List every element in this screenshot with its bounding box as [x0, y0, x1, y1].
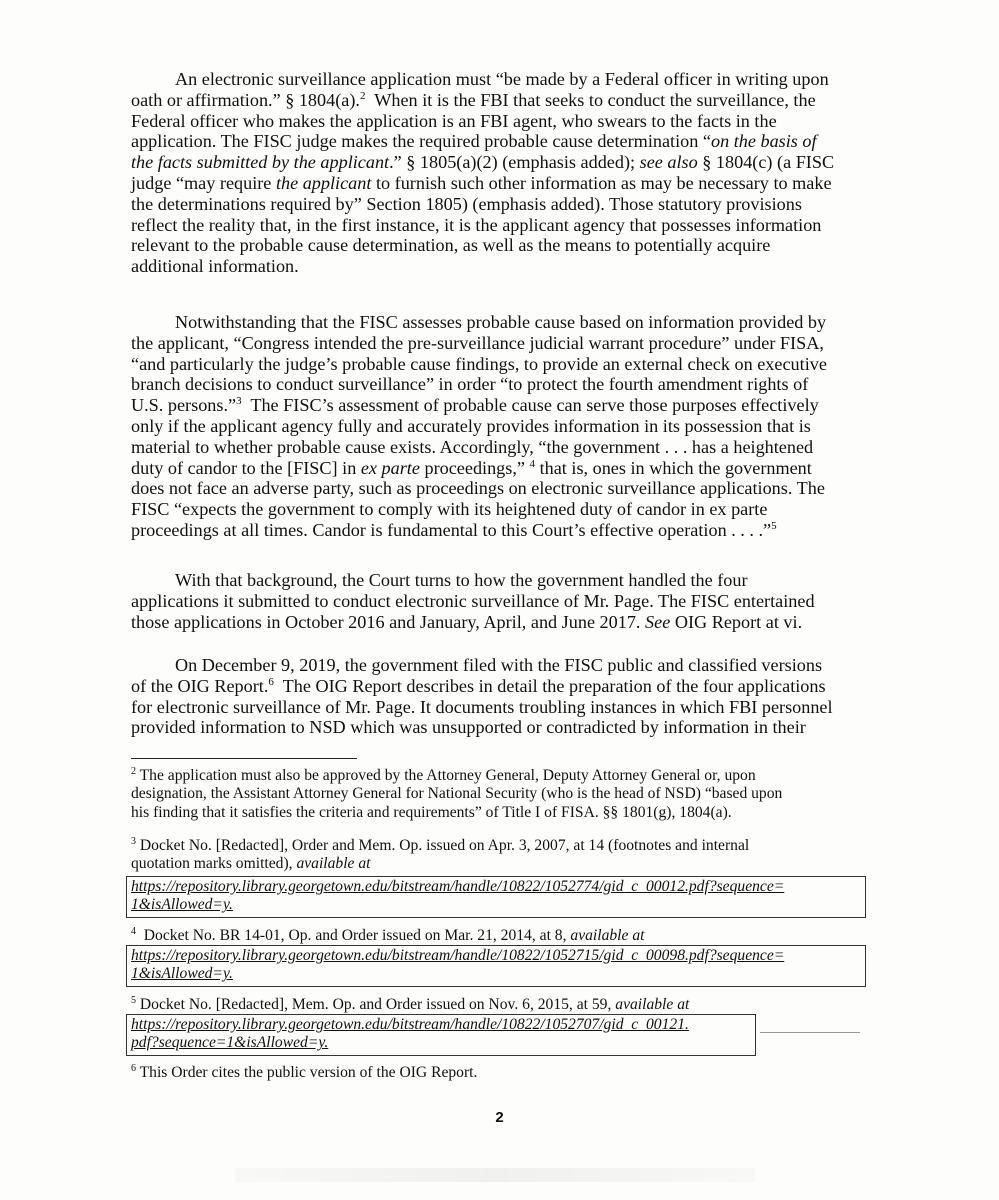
- paragraph-2: Notwithstanding that the FISC assesses probable cause based on information provided by the applicant, “Congress intended the pre-surveillance judicial warrant procedure” under FISA, “and particularly the judge’s probable cause findings, to provide an external check on executive branch decisions to conduct surveillance” in order “to protect the fourth amendment rights of U.S. persons.”$^3$ The FISC’s assessment of probable cause can serve those purposes effectively only if the applicant agency fully and accurately provides information in its possession that is material to whether probable cause exists. Accordingly, “the government . . . has a heightened duty of candor to the [FISC] in ex parte proceedings,” $^4$ that is, ones in which the government does not face an adverse party, such as proceedings on electronic surveillance applications. The FISC “expects the government to comply with its heightened duty of candor in ex parte proceedings at all times. Candor is fundamental to this Court’s effective operation . . . .”$^5$: [131, 312, 827, 540]
- paragraph-4: On December 9, 2019, the government filed with the FISC public and classified versions of the OIG Report.$^6$ The OIG Report describes in detail the preparation of the four applications for electronic surveillance of Mr. Page. It documents troubling instances in which FBI personnel provided information to NSD which was unsupported or contradicted by information in their: [131, 655, 833, 738]
- footnote-separator: [131, 758, 357, 759]
- scan-artifact-line: [760, 1032, 860, 1033]
- footnote-5-link[interactable]: https://repository.library.georgetown.edu/bitstream/handle/10822/1052707/gid_c_00121. pdf?sequence=1&isAllowed=y.: [131, 1016, 689, 1052]
- paragraph-3: With that background, the Court turns to how the government handled the four applications it submitted to conduct electronic surveillance of Mr. Page. The FISC entertained those applications in October 2016 and January, April, and June 2017. See OIG Report at vi.: [131, 570, 815, 632]
- footnote-ref-6: 6: [268, 675, 274, 688]
- paragraph-1: An electronic surveillance application must “be made by a Federal officer in writing upon oath or affirmation.” § 1804(a).$^2$ When it is the FBI that seeks to conduct the surveillance, the Federal officer who makes the application is an FBI agent, who swears to the facts in the application. The FISC judge makes the required probable cause determination “on the basis of the facts submitted by the applicant.” § 1805(a)(2) (emphasis added); see also § 1804(c) (a FISC judge “may require the applicant to furnish such other information as may be necessary to make the determinations required by” Section 1805) (emphasis added). Those statutory provisions reflect the reality that, in the first instance, it is the applicant agency that possesses information relevant to the probable cause determination, as well as the means to potentially acquire additional information.: [131, 69, 835, 277]
- footnote-3-link[interactable]: https://repository.library.georgetown.edu/bitstream/handle/10822/1052774/gid_c_00012.pdf?sequence= 1&isAllowed=y.: [131, 878, 785, 914]
- footnote-4-link[interactable]: https://repository.library.georgetown.edu/bitstream/handle/10822/1052715/gid_c_00098.pdf?sequence= 1&isAllowed=y.: [131, 947, 785, 983]
- footnote-5: $^5$ Docket No. [Redacted], Mem. Op. and Order issued on Nov. 6, 2015, at 59, available at: [131, 995, 690, 1013]
- p1-line-1: An electronic surveillance application must “be made by a Federal officer in writing upon: [175, 69, 829, 89]
- footnote-6: $^6$ This Order cites the public version of the OIG Report.: [131, 1063, 478, 1081]
- footnote-4: $^4$ Docket No. BR 14-01, Op. and Order issued on Mar. 21, 2014, at 8, available at: [131, 926, 645, 944]
- footnote-3: $^3$ Docket No. [Redacted], Order and Mem. Op. issued on Apr. 3, 2007, at 14 (footnotes and internal quotation marks omitted), available at: [131, 836, 750, 873]
- footnote-2: $^2$ The application must also be approved by the Attorney General, Deputy Attorney General or, upon designation, the Assistant Attorney General for National Security (who is the head of NSD) “based upon his finding that it satisfies the criteria and requirements” of Title I of FISA. §§ 1801(g), 1804(a).: [131, 766, 783, 821]
- footnote-ref-2: 2: [359, 89, 366, 102]
- footnote-ref-4: 4: [529, 457, 536, 470]
- page-number: 2: [495, 1109, 504, 1126]
- footnote-ref-3: 3: [236, 395, 242, 408]
- scan-artifact-smudge: [235, 1168, 755, 1182]
- footnote-ref-5: 5: [771, 519, 777, 532]
